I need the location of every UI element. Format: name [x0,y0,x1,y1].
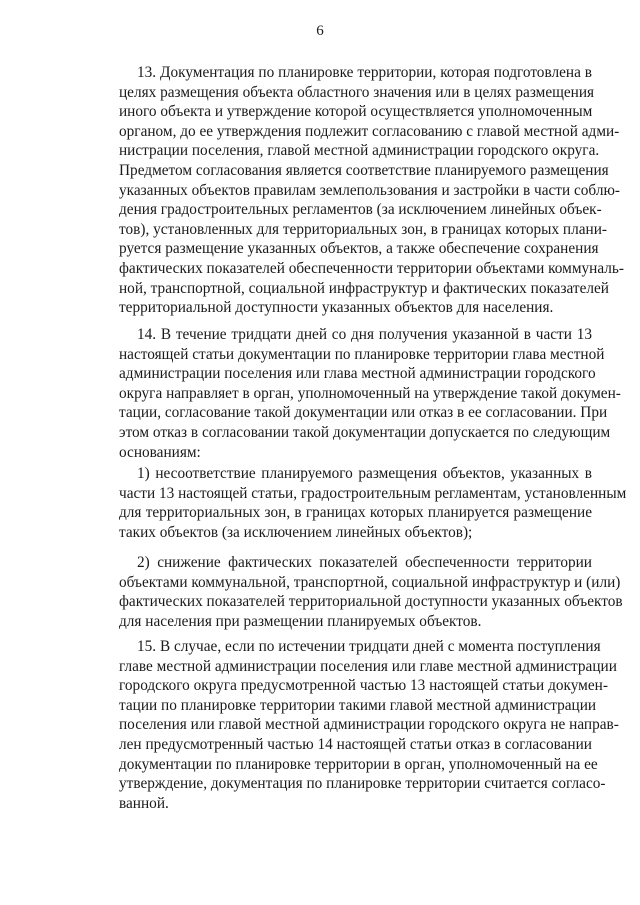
paragraph-line: территориальной доступности указанных объектов для населения. [119,299,554,317]
paragraph-line: иного объекта и утверждение которой осуществляется уполномоченным [119,103,593,121]
paragraph-line: документации по планировке территории в орган, уполномоченный на ее [119,755,598,773]
paragraph-line: 15. В случае, если по истечении тридцати дней с момента поступления [137,638,601,655]
paragraph-line: указанных объектов правилам землепользования и застройки в части соблю- [119,181,620,199]
paragraph-line: тов), установленных для территориальных зон, в границах которых плани- [119,220,607,238]
paragraph-line: настоящей статьи документации по планировке территории глава местной [119,345,605,363]
paragraph-line: таких объектов (за исключением линейных объектов); [119,523,473,541]
paragraph-line: для территориальных зон, в границах которых планируется размещение [119,504,592,522]
paragraph-line: дения градостроительных регламентов (за исключением линейных объек- [119,201,602,219]
paragraph-line: части 13 настоящей статьи, градостроительным регламентам, установленным [119,484,627,502]
paragraph-line: фактических показателей территориальной доступности указанных объектов [119,593,623,611]
paragraph-line: этом отказ в согласовании такой документации допускается по следующим [119,424,611,441]
paragraph-line: ванной. [119,794,169,812]
paragraph-line: 13. Документация по планировке территории, которая подготовлена в [137,64,592,81]
paragraph-line: 14. В течение тридцати дней со дня получения указанной в части 13 [137,326,592,343]
paragraph-line: нистрации поселения, главой местной администрации городского округа. [119,142,600,160]
paragraph-line: для населения при размещении планируемых объектов. [119,612,482,630]
paragraph-line: руется размещение указанных объектов, а также обеспечение сохранения [119,240,599,258]
paragraph-line: фактических показателей обеспеченности территории объектами коммуналь- [119,260,624,277]
paragraph-line: основаниям: [119,443,201,461]
paragraph-line: тации по планировке территории такими главой местной администрации [119,696,597,714]
paragraph-line: 1) несоответствие планируемого размещения объектов, указанных в [137,465,592,482]
paragraph-line: округа направляет в орган, уполномоченный на утверждение такой докумен- [119,384,621,402]
paragraph-line: 2) снижение фактических показателей обеспеченности территории [137,554,592,571]
paragraph-line: тации, согласование такой документации или отказ в ее согласовании. При [119,404,608,422]
paragraph-line: поселения или главой местной администрации городского округа не направ- [119,716,619,734]
paragraph-line: лен предусмотренный частью 14 настоящей статьи отказ в согласовании [119,736,592,753]
paragraph-line: целях размещения объекта областного значения или в целях размещения [119,83,595,101]
page-number: 6 [316,23,324,39]
paragraph-line: администрации поселения или глава местной администрации городского [119,365,596,383]
paragraph-line: городского округа предусмотренной частью 13 настоящей статьи докумен- [119,677,608,695]
paragraph-line: органом, до ее утверждения подлежит согласованию с главой местной адми- [119,122,620,140]
paragraph-line: ной, транспортной, социальной инфраструктур и фактических показателей [119,279,609,297]
paragraph-line: утверждение, документация по планировке территории считается согласо- [119,775,606,793]
paragraph-line: объектами коммунальной, транспортной, социальной инфраструктур и (или) [119,573,621,591]
paragraph-line: Предметом согласования является соответствие планируемого размещения [119,162,609,179]
paragraph-line: главе местной администрации поселения или главе местной администрации [119,657,617,675]
